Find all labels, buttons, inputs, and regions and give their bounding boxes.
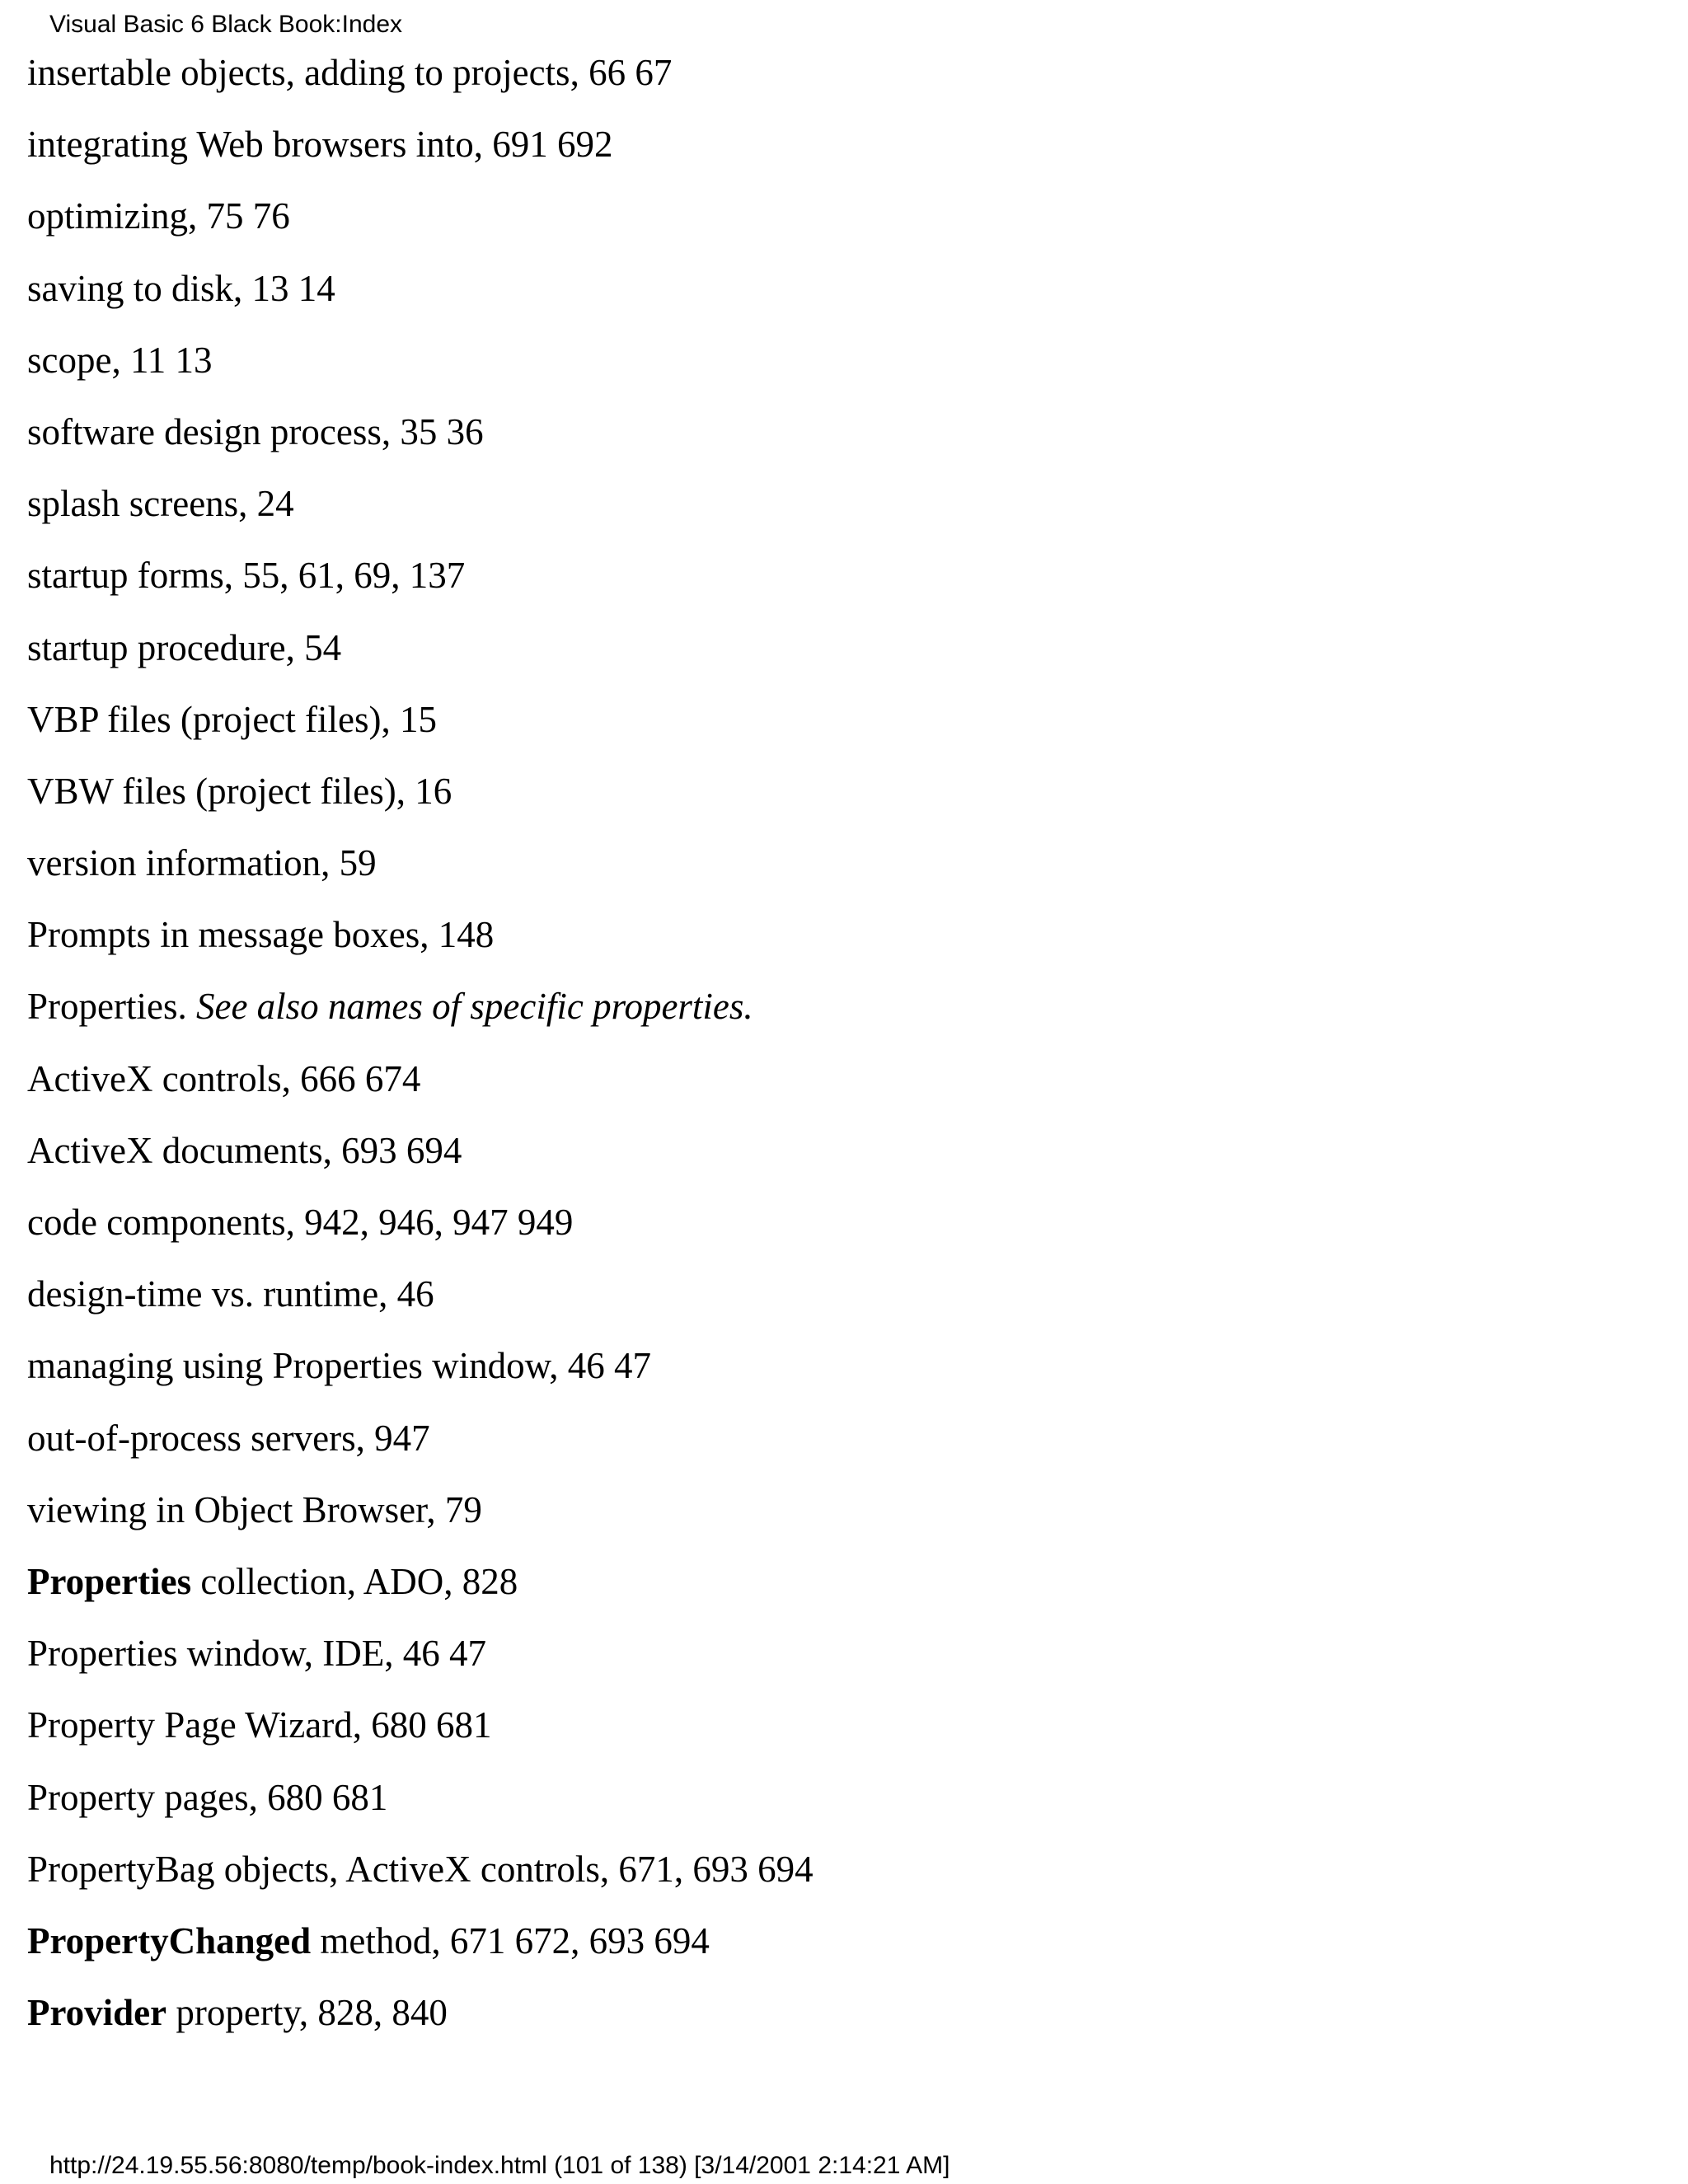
index-entry [27,480,814,552]
entry-text: VBP files (project files), 15 [27,698,437,740]
index-entry [27,409,814,480]
index-entry [27,337,814,409]
index-entry [27,1415,814,1487]
index-entry [27,1990,814,2061]
entry-text: scope, 11 13 [27,339,213,381]
entry-bold-term: Properties [27,1560,192,1602]
entry-text: managing using Properties window, 46 47 [27,1345,652,1387]
index-entry [27,1127,814,1199]
entry-see-also: See also names of specific properties. [195,986,753,1028]
index-entry [27,983,814,1055]
entry-text: property, 828, 840 [166,1992,448,2034]
index-entry [27,121,814,193]
entry-text: collection, ADO, 828 [191,1560,518,1602]
entry-text: ActiveX documents, 693 694 [27,1129,462,1171]
page-header-title: Visual Basic 6 Black Book:Index [49,11,403,38]
index-entry [27,1846,814,1918]
index-entry [27,265,814,337]
entry-text: code components, 942, 946, 947 949 [27,1202,574,1243]
entry-text: integrating Web browsers into, 691 692 [27,124,613,166]
entry-text: viewing in Object Browser, 79 [27,1488,482,1530]
entry-bold-term: Provider [27,1992,167,2034]
index-entry [27,1343,814,1414]
index-entry [27,193,814,265]
entry-text: VBW files (project files), 16 [27,770,452,812]
entry-text: design-time vs. runtime, 46 [27,1273,434,1315]
index-entry [27,840,814,912]
entry-text: out-of-process servers, 947 [27,1417,430,1459]
entry-text: Properties window, IDE, 46 47 [27,1633,487,1675]
index-entry [27,912,814,983]
entry-text: method, 671 672, 693 694 [311,1919,710,1961]
index-entry [27,1271,814,1343]
entry-text: startup forms, 55, 61, 69, 137 [27,555,466,597]
entry-text: Property Page Wizard, 680 681 [27,1704,492,1746]
entry-text: saving to disk, 13 14 [27,267,335,309]
index-entry-list [27,49,814,2061]
index-entry [27,552,814,624]
entry-text: PropertyBag objects, ActiveX controls, 671, 693 694 [27,1848,814,1890]
entry-prefix: Properties. [27,986,196,1028]
index-entry [27,1056,814,1127]
index-entry [27,768,814,840]
index-entry [27,1702,814,1774]
entry-text: insertable objects, adding to projects, 66 67 [27,52,673,93]
index-entry [27,1918,814,1990]
index-entry [27,1558,814,1630]
entry-text: splash screens, 24 [27,483,294,525]
index-entry [27,49,814,121]
entry-text: optimizing, 75 76 [27,195,290,237]
index-entry [27,1774,814,1846]
index-entry [27,1630,814,1702]
entry-text: software design process, 35 36 [27,410,484,452]
entry-text: Property pages, 680 681 [27,1776,388,1818]
entry-text: version information, 59 [27,842,377,884]
entry-text: ActiveX controls, 666 674 [27,1057,421,1099]
index-entry [27,1487,814,1558]
entry-text: Prompts in message boxes, 148 [27,914,495,956]
entry-bold-term: PropertyChanged [27,1919,312,1961]
index-entry [27,1199,814,1271]
entry-text: startup procedure, 54 [27,626,342,668]
index-entry [27,696,814,768]
index-entry [27,625,814,696]
page-footer-url: http://24.19.55.56:8080/temp/book-index.html (101 of 138) [3/14/2001 2:14:21 AM] [49,2152,950,2179]
